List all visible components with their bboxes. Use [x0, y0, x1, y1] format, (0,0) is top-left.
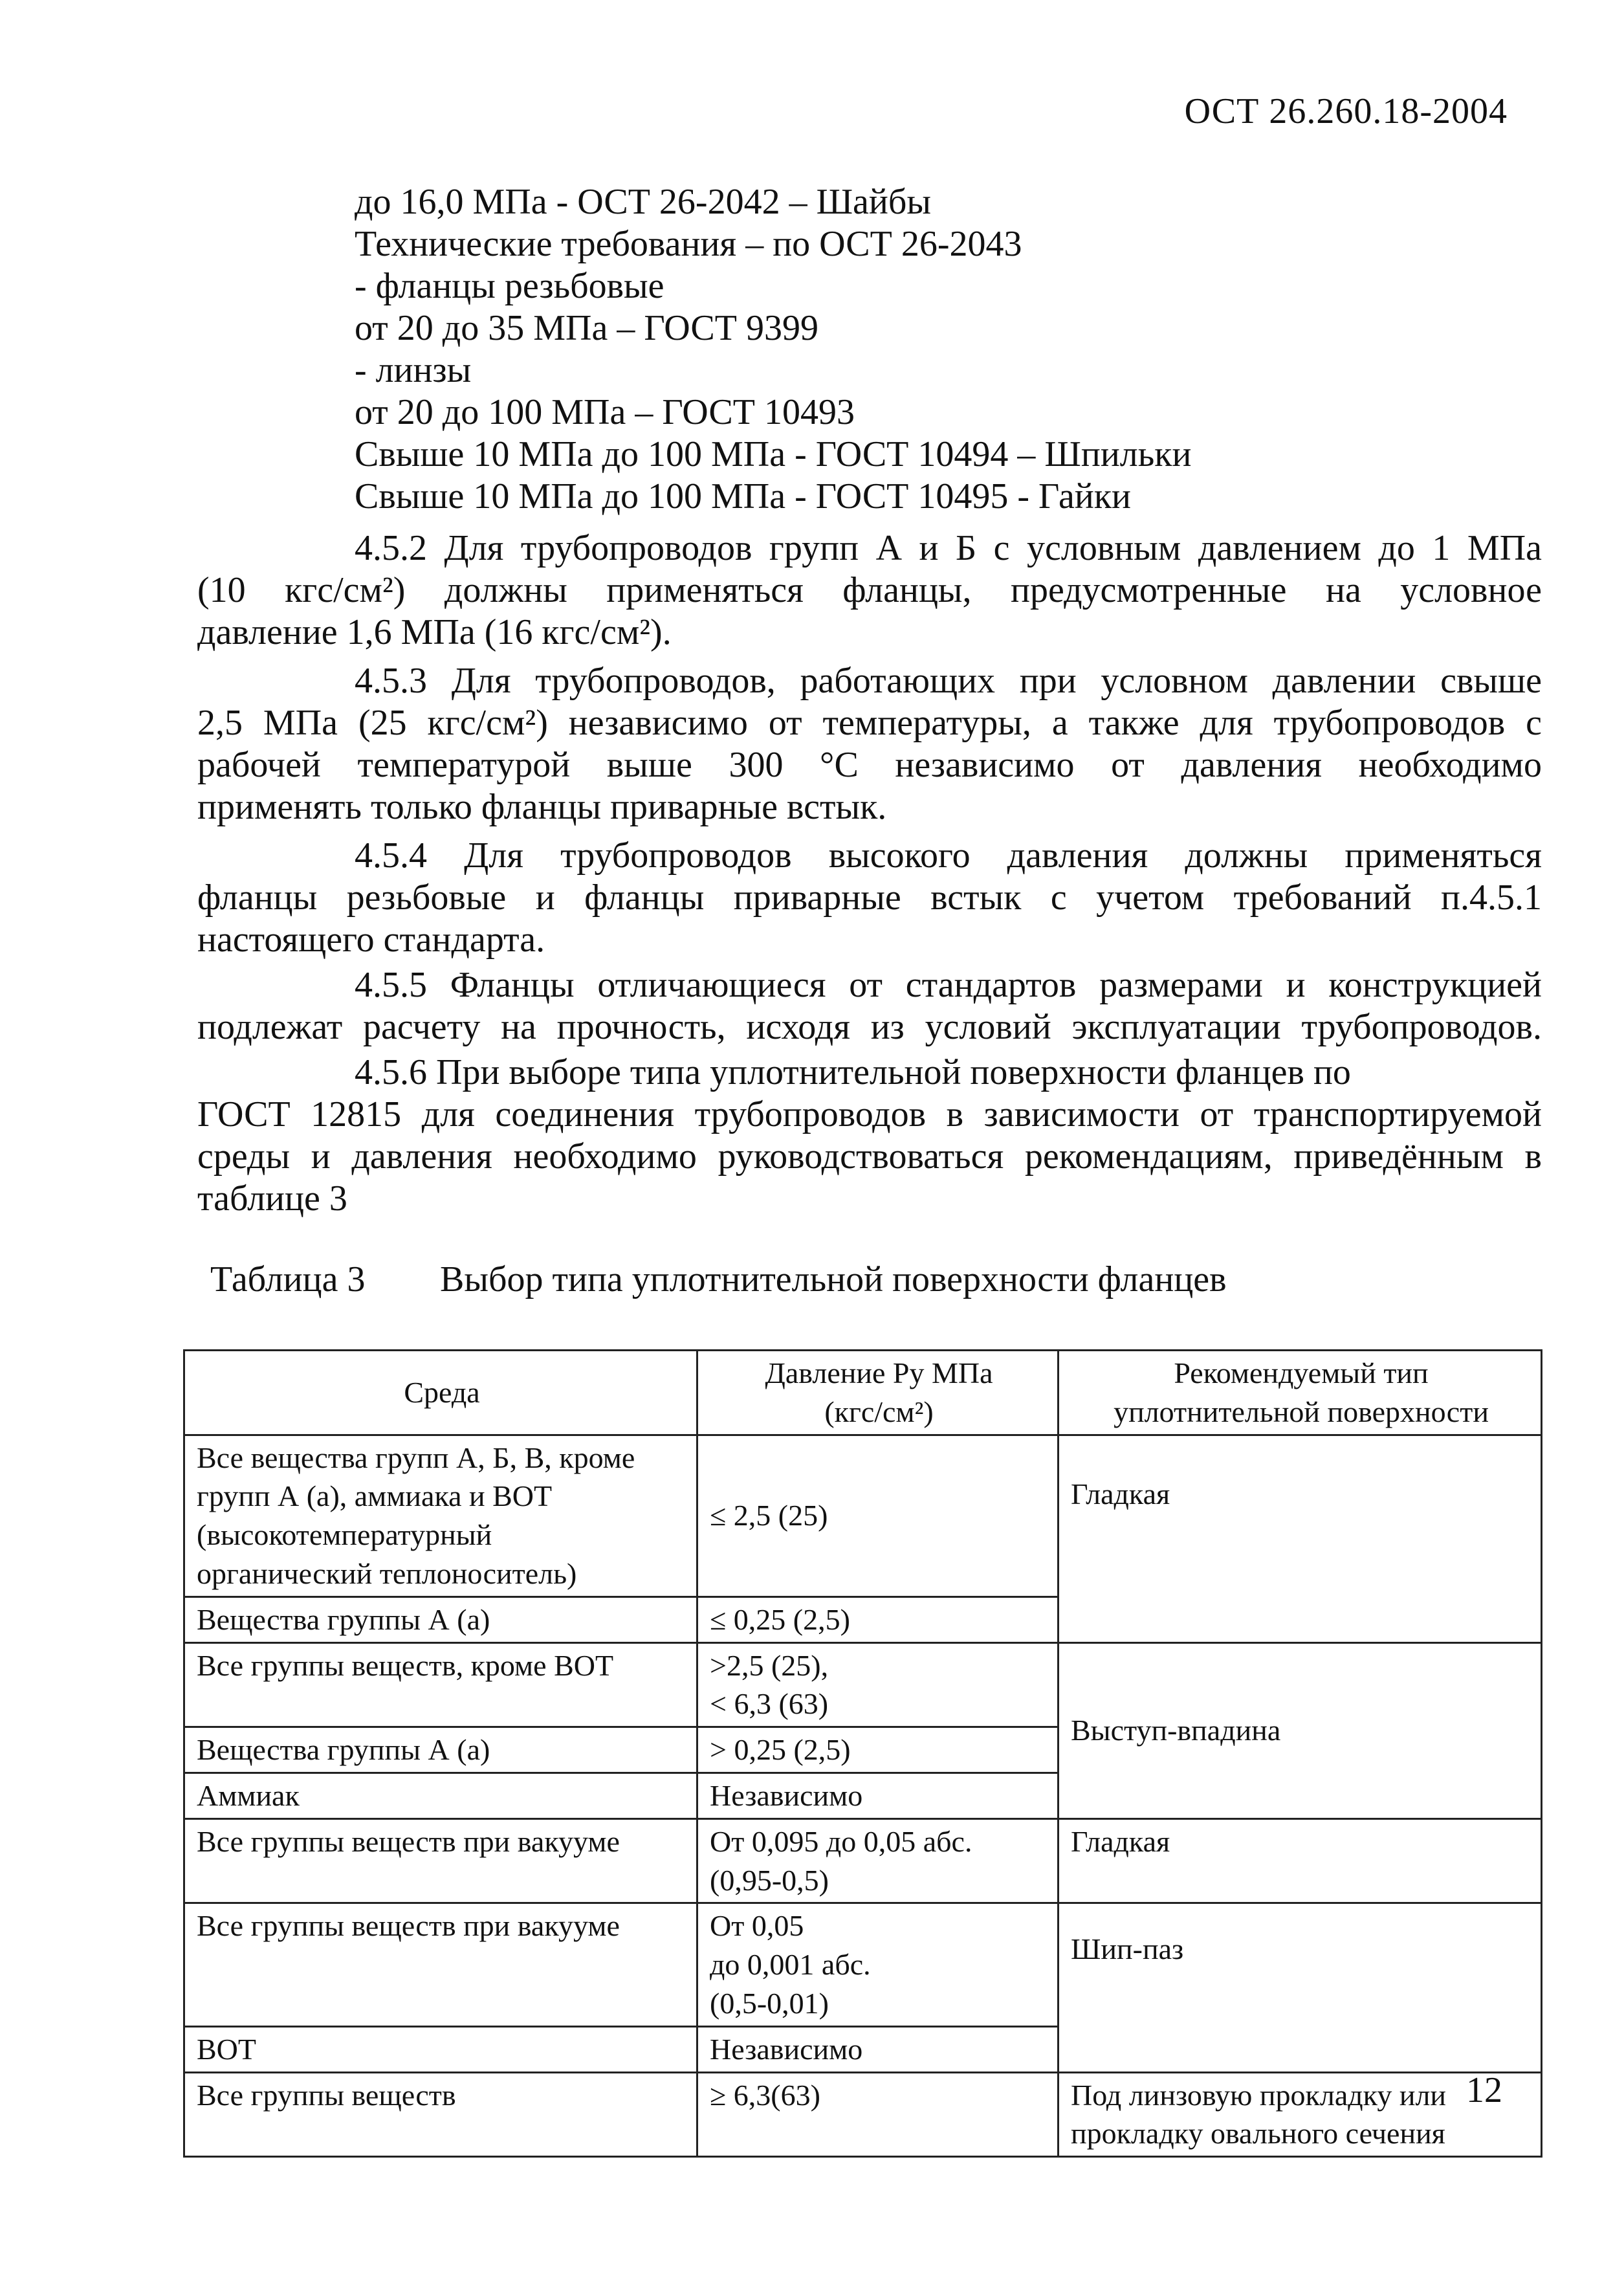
table-header-row	[184, 1351, 1542, 1435]
cell-pressure: ≥ 6,3(63)	[697, 2072, 1059, 2157]
page-number: 12	[1466, 2070, 1502, 2110]
cell-sealing-type: Под линзовую прокладку или прокладку овального сечения	[1059, 2072, 1542, 2157]
text-line: - фланцы резьбовые	[355, 266, 664, 306]
cell-medium: Аммиак	[184, 1773, 697, 1818]
paragraph-4-5-6-line: среды и давления необходимо руководствоваться рекомендациям, приведённым в	[197, 1136, 1542, 1177]
paragraph-4-5-2-line: 4.5.2 Для трубопроводов групп А и Б с условным давлением до 1 МПа	[355, 528, 1542, 568]
paragraph-4-5-6-line: ГОСТ 12815 для соединения трубопроводов в зависимости от транспортируемой	[197, 1094, 1542, 1134]
paragraph-4-5-6-line: 4.5.6 При выборе типа уплотнительной поверхности фланцев по	[355, 1052, 1351, 1092]
header-pressure: Давление Ру МПа (кгс/см²)	[697, 1351, 1059, 1435]
table-caption	[210, 1259, 1227, 1300]
cell-sealing-type: Выступ-впадина	[1059, 1642, 1542, 1818]
paragraph-4-5-4-line: 4.5.4 Для трубопроводов высокого давления должны применяться	[355, 835, 1542, 876]
cell-medium: Все группы веществ при вакууме	[184, 1903, 697, 2026]
cell-pressure: Независимо	[697, 2026, 1059, 2072]
cell-medium: Все группы веществ	[184, 2072, 697, 2157]
cell-medium: Вещества группы А (а)	[184, 1597, 697, 1642]
text-line: Технические требования – по ОСТ 26-2043	[355, 224, 1022, 264]
document-code: ОСТ 26.260.18-2004	[1184, 91, 1508, 131]
text-line: от 20 до 35 МПа – ГОСТ 9399	[355, 308, 818, 348]
paragraph-4-5-3-line: применять только фланцы приварные встык.	[197, 787, 887, 827]
cell-sealing-type: Шип-паз	[1059, 1903, 1542, 2072]
cell-pressure: ≤ 2,5 (25)	[697, 1435, 1059, 1597]
paragraph-4-5-3-line: 4.5.3 Для трубопроводов, работающих при условном давлении свыше	[355, 661, 1542, 701]
paragraph-4-5-3-line: рабочей температурой выше 300 °С независимо от давления необходимо	[197, 745, 1542, 785]
cell-medium: Все группы веществ при вакууме	[184, 1818, 697, 1903]
table-number: Таблица 3	[210, 1259, 366, 1299]
table-row	[184, 1818, 1542, 1903]
paragraph-4-5-2-line: давление 1,6 МПа (16 кгс/см²).	[197, 612, 672, 652]
text-line: Свыше 10 МПа до 100 МПа - ГОСТ 10494 – Шпильки	[355, 434, 1192, 474]
text-line: до 16,0 МПа - ОСТ 26-2042 – Шайбы	[355, 182, 931, 222]
cell-pressure: От 0,05 до 0,001 абс. (0,5-0,01)	[697, 1903, 1059, 2026]
paragraph-4-5-5-line: 4.5.5 Фланцы отличающиеся от стандартов размерами и конструкцией	[355, 965, 1542, 1005]
table-row	[184, 2072, 1542, 2157]
cell-medium: ВОТ	[184, 2026, 697, 2072]
paragraph-4-5-4-line: настоящего стандарта.	[197, 920, 545, 960]
flange-sealing-table	[183, 1349, 1542, 2158]
cell-medium: Вещества группы А (а)	[184, 1727, 697, 1773]
table-row	[184, 1903, 1542, 2026]
cell-medium: Все группы веществ, кроме ВОТ	[184, 1642, 697, 1727]
header-medium: Среда	[184, 1351, 697, 1435]
paragraph-4-5-2-line: (10 кгс/см²) должны применяться фланцы, предусмотренные на условное	[197, 570, 1542, 610]
table-row	[184, 1642, 1542, 1727]
cell-pressure: Независимо	[697, 1773, 1059, 1818]
text-line: - линзы	[355, 350, 472, 390]
header-sealing-type: Рекомендуемый тип уплотнительной поверхности	[1059, 1351, 1542, 1435]
paragraph-4-5-6-line: таблице 3	[197, 1178, 347, 1219]
cell-sealing-type: Гладкая	[1059, 1435, 1542, 1642]
text-line: Свыше 10 МПа до 100 МПа - ГОСТ 10495 - Гайки	[355, 476, 1132, 516]
table-row	[184, 1435, 1542, 1597]
paragraph-4-5-4-line: фланцы резьбовые и фланцы приварные встык с учетом требований п.4.5.1	[197, 878, 1542, 918]
cell-pressure: ≤ 0,25 (2,5)	[697, 1597, 1059, 1642]
cell-pressure: >2,5 (25), < 6,3 (63)	[697, 1642, 1059, 1727]
table-title: Выбор типа уплотнительной поверхности фланцев	[440, 1259, 1227, 1299]
paragraph-4-5-3-line: 2,5 МПа (25 кгс/см²) независимо от температуры, а также для трубопроводов с	[197, 703, 1542, 743]
cell-medium: Все вещества групп А, Б, В, кроме групп А (а), аммиака и ВОТ (высокотемпературный органический теплоноситель)	[184, 1435, 697, 1597]
cell-sealing-type: Гладкая	[1059, 1818, 1542, 1903]
paragraph-4-5-5-line: подлежат расчету на прочность, исходя из условий эксплуатации трубопроводов.	[197, 1007, 1542, 1047]
cell-pressure: > 0,25 (2,5)	[697, 1727, 1059, 1773]
cell-pressure: От 0,095 до 0,05 абс. (0,95-0,5)	[697, 1818, 1059, 1903]
text-line: от 20 до 100 МПа – ГОСТ 10493	[355, 392, 855, 432]
